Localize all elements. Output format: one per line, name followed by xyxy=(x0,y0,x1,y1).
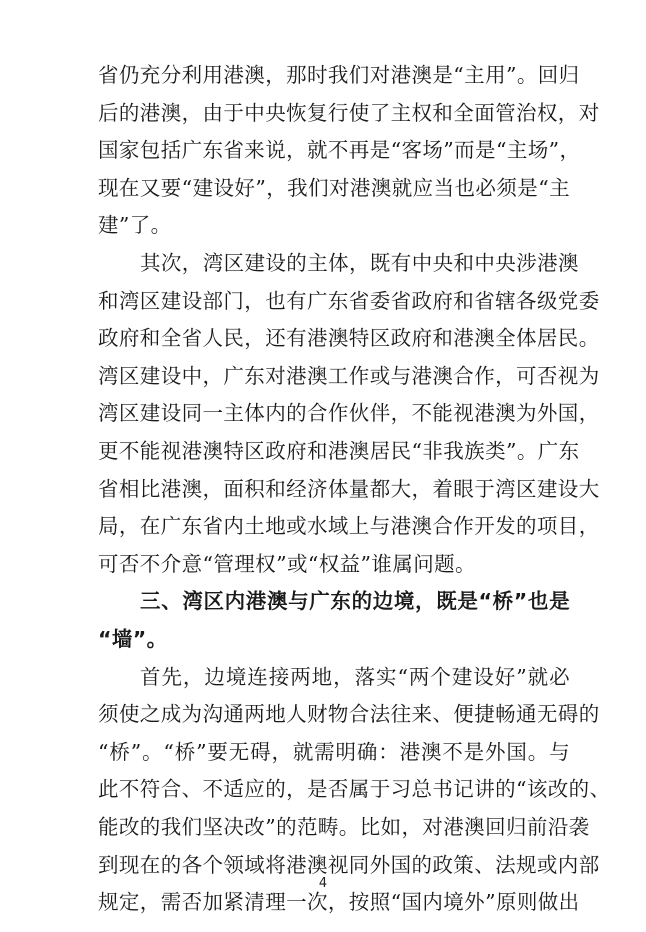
text-line: 更不能视港澳特区政府和港澳居民“非我族类”。广东 xyxy=(98,439,580,463)
text-line: 能改的我们坚决改”的范畴。比如，对港澳回归前沿袭 xyxy=(98,815,590,839)
text-line: 省仍充分利用港澳，那时我们对港澳是“主用”。回归 xyxy=(98,63,580,87)
text-line: 规定，需否加紧清理一次，按照“国内境外”原则做出 xyxy=(98,890,580,914)
text-line: 湾区建设同一主体内的合作伙伴，不能视港澳为外国， xyxy=(98,401,600,425)
text-line: 建”了。 xyxy=(98,213,172,237)
text-line: 到现在的各个领域将港澳视同外国的政策、法规或内部 xyxy=(98,853,600,877)
text-line: 后的港澳，由于中央恢复行使了主权和全面管治权，对 xyxy=(98,101,600,125)
paragraph-first-line: 首先，边境连接两地，落实“两个建设好”就必 xyxy=(140,665,570,689)
text-line: 局，在广东省内土地或水域上与港澳合作开发的项目， xyxy=(98,514,600,538)
section-heading: 三、湾区内港澳与广东的边境，既是“桥”也是 xyxy=(140,589,570,613)
text-line: 可否不介意“管理权”或“权益”谁属问题。 xyxy=(98,552,476,576)
text-line: 湾区建设中，广东对港澳工作或与港澳合作，可否视为 xyxy=(98,364,600,388)
text-line: 国家包括广东省来说，就不再是“客场”而是“主场”， xyxy=(98,138,581,162)
text-line: 须使之成为沟通两地人财物合法往来、便捷畅通无碍的 xyxy=(98,702,600,726)
paragraph-first-line: 其次，湾区建设的主体，既有中央和中央涉港澳 xyxy=(140,251,579,275)
text-line: 省相比港澳，面积和经济体量都大，着眼于湾区建设大 xyxy=(98,477,600,501)
text-line: 政府和全省人民，还有港澳特区政府和港澳全体居民。 xyxy=(98,326,600,350)
page-number: 4 xyxy=(318,876,328,891)
text-line: 和湾区建设部门，也有广东省委省政府和省辖各级党委 xyxy=(98,289,600,313)
section-heading-continuation: “墙”。 xyxy=(98,627,168,651)
text-line: 现在又要“建设好”，我们对港澳就应当也必须是“主 xyxy=(98,176,570,200)
text-line: 此不符合、不适应的，是否属于习总书记讲的“该改的、 xyxy=(98,777,611,801)
text-line: “桥”。“桥”要无碍，就需明确：港澳不是外国。与 xyxy=(98,740,570,764)
